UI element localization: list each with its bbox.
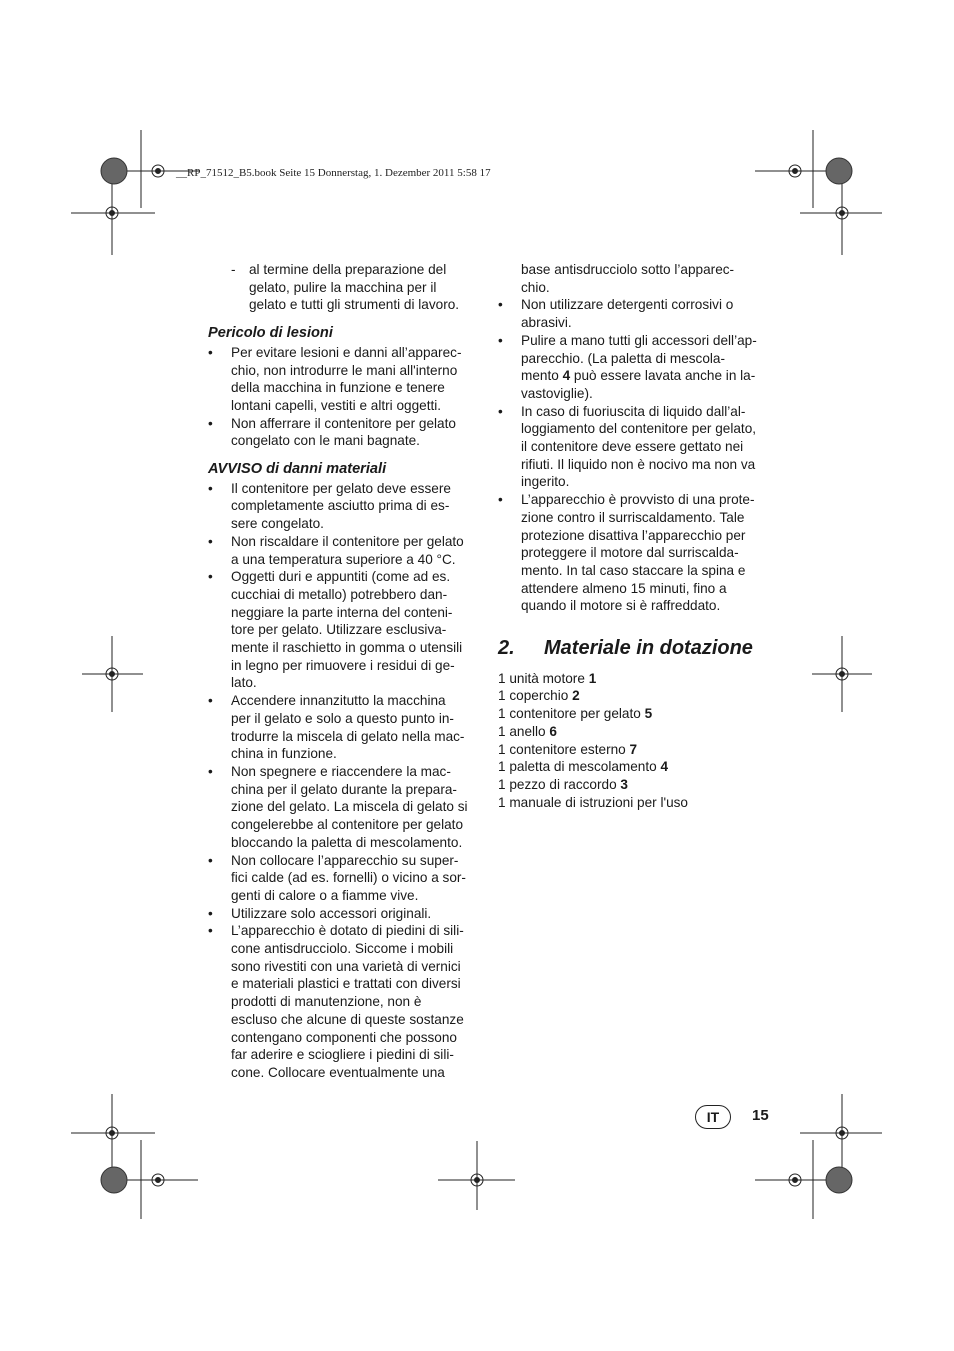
item-line: Utilizzare solo accessori originali.	[231, 905, 432, 921]
list-item	[208, 415, 486, 450]
item-line: contengano componenti che possono	[231, 1029, 457, 1045]
supply-item-text: 1 contenitore esterno	[498, 741, 630, 757]
bullet-marker: •	[208, 923, 213, 939]
bullet-marker: •	[498, 403, 503, 419]
registration-mark-mid-right	[812, 636, 872, 712]
item-line: Il contenitore per gelato deve essere	[231, 480, 451, 496]
item-line: prodotti di manutenzione, non è	[231, 994, 422, 1010]
left-column	[208, 261, 486, 1082]
list-item	[498, 491, 776, 615]
supply-item	[498, 705, 776, 723]
color-target-bottom-left	[101, 1167, 127, 1193]
supply-item-text: 1 unità motore	[498, 670, 589, 686]
color-target-bottom-right	[826, 1167, 852, 1193]
item-line: cucchiai di metallo) potrebbero dan-	[231, 586, 448, 602]
item-line: Per evitare lesioni e danni all’apparec-	[231, 344, 462, 360]
supply-item-text: 1 manuale di istruzioni per l'uso	[498, 794, 688, 810]
list-item	[208, 480, 486, 533]
registration-mark-bottom-right	[755, 1094, 882, 1219]
item-line: vastoviglie).	[521, 385, 593, 401]
item-line: Pulire a mano tutti gli accessori dell’ap-	[521, 332, 757, 348]
bullet-marker: •	[208, 480, 213, 496]
item-line: genti di calore o a fiamme vive.	[231, 887, 419, 903]
supply-item-text: 1 coperchio	[498, 688, 573, 704]
part-reference: 2	[572, 688, 580, 704]
item-line: al termine della preparazione del	[249, 262, 447, 277]
list-item	[208, 692, 486, 763]
item-line: per il gelato e solo a questo punto in-	[231, 710, 454, 726]
part-reference: 4	[562, 368, 571, 384]
bullet-marker: •	[208, 344, 213, 360]
supply-item	[498, 741, 776, 759]
print-file-header: __RP_71512_B5.book Seite 15 Donnerstag, 1. Dezember 2011 5:58 17	[176, 167, 491, 179]
bullet-marker: •	[498, 297, 503, 313]
item-line: lato.	[231, 675, 257, 691]
list-item	[498, 296, 776, 331]
item-line: in legno per rimuovere i residui di ge-	[231, 657, 455, 673]
bullet-marker: •	[208, 693, 213, 709]
item-line: loggiamento del contenitore per gelato,	[521, 421, 757, 437]
part-reference: 1	[588, 670, 597, 686]
bullet-marker: •	[208, 569, 213, 585]
part-reference: 6	[549, 723, 557, 739]
supply-item	[498, 723, 776, 741]
dash-marker: -	[231, 262, 236, 277]
item-line: base antisdrucciolo sotto l’apparec-	[521, 262, 735, 277]
item-line: zione del gelato. La miscela di gelato si	[231, 799, 468, 815]
item-line: bloccando la paletta di mescolamento.	[231, 834, 463, 850]
supply-item	[498, 758, 776, 776]
part-reference: 4	[660, 759, 669, 775]
notice-heading: AVVISO di danni materiali	[208, 461, 387, 478]
item-line: china in funzione.	[231, 746, 337, 762]
list-item	[208, 922, 486, 1081]
list-item	[208, 344, 486, 415]
registration-mark-bottom-center	[438, 1141, 515, 1210]
list-item	[498, 332, 776, 403]
item-line: quando il motore si è raffreddato.	[521, 598, 721, 614]
list-item	[208, 763, 486, 852]
registration-mark-mid-left	[82, 636, 143, 712]
right-column	[498, 261, 776, 811]
list-item	[208, 533, 486, 568]
item-line: tore per gelato. Utilizzare esclusiva-	[231, 622, 447, 638]
item-line: neggiare la parte interna del conteni-	[231, 604, 453, 620]
supply-list	[498, 670, 776, 812]
item-line: congelerebbe al contenitore per gelato	[231, 817, 464, 833]
item-line: protezione disattiva l’apparecchio per	[521, 527, 746, 543]
item-line: a una temperatura superiore a 40 °C.	[231, 551, 456, 567]
continued-item	[498, 261, 776, 296]
item-line: abrasivi.	[521, 315, 572, 331]
supply-item-text: 1 anello	[498, 723, 550, 739]
item-line: trodurre la miscela di gelato nella mac-	[231, 728, 465, 744]
list-item	[498, 403, 776, 492]
item-line: ingerito.	[521, 474, 570, 490]
item-line: mento 4 può essere lavata anche in la-	[521, 368, 756, 384]
bullet-marker: •	[208, 415, 213, 431]
part-reference: 5	[644, 706, 653, 722]
intro-item	[208, 261, 486, 314]
item-line: Non riscaldare il contenitore per gelato	[231, 533, 464, 549]
bullet-marker: •	[498, 492, 503, 508]
item-line: lontani capelli, vestiti e altri oggetti.	[231, 397, 442, 413]
section-number: 2.	[498, 637, 515, 660]
section-title: Materiale in dotazione	[544, 637, 753, 660]
color-target-top-right	[826, 158, 852, 184]
item-line: Non afferrare il contenitore per gelato	[231, 415, 456, 431]
item-line: chio.	[521, 279, 550, 295]
item-line: attendere almeno 15 minuti, fino a	[521, 580, 727, 596]
bullet-marker: •	[208, 905, 213, 921]
item-line: rifiuti. Il liquido non è nocivo ma non va	[521, 456, 756, 472]
item-line: In caso di fuoriuscita di liquido dall’al-	[521, 403, 746, 419]
item-line: escluso che alcune di queste sostanze	[231, 1011, 464, 1027]
bullet-marker: •	[208, 533, 213, 549]
item-line: chio, non introdurre le mani all'interno	[231, 362, 458, 378]
item-line: il contenitore deve essere gettato nei	[521, 439, 744, 455]
supply-item-text: 1 contenitore per gelato	[498, 706, 645, 722]
list-item	[208, 568, 486, 692]
language-badge: IT	[695, 1105, 731, 1129]
item-line: fici calde (ad es. fornelli) o vicino a sor-	[231, 870, 466, 886]
registration-mark-bottom-left	[71, 1094, 198, 1219]
supply-item-text: 1 pezzo di raccordo	[498, 776, 621, 792]
item-line: zione contro il surriscaldamento. Tale	[521, 509, 745, 525]
list-item	[208, 905, 486, 923]
supply-item-text: 1 paletta di mescolamento	[498, 759, 661, 775]
item-line: sere congelato.	[231, 516, 324, 532]
bullet-marker: •	[498, 332, 503, 348]
item-line: cone. Collocare eventualmente una	[231, 1064, 445, 1080]
item-line: cone antisdrucciolo. Siccome i mobili	[231, 941, 454, 957]
item-line: L’apparecchio è dotato di piedini di sili-	[231, 923, 464, 939]
supply-item	[498, 687, 776, 705]
registration-mark-top-left	[71, 130, 200, 255]
item-line: Non utilizzare detergenti corrosivi o	[521, 297, 734, 313]
item-line: parecchio. (La paletta di mescola-	[521, 350, 726, 366]
item-line: congelato con le mani bagnate.	[231, 433, 420, 449]
supply-item	[498, 794, 776, 812]
item-line: completamente asciutto prima di es-	[231, 498, 450, 514]
part-reference: 3	[620, 776, 628, 792]
page-number: 15	[752, 1107, 769, 1124]
item-line: Non collocare l’apparecchio su super-	[231, 852, 459, 868]
supply-item	[498, 776, 776, 794]
item-line: gelato e tutti gli strumenti di lavoro.	[249, 297, 460, 313]
item-line: L’apparecchio è provvisto di una prote-	[521, 492, 755, 508]
registration-mark-top-right	[755, 130, 882, 255]
item-line: della macchina in funzione e tenere	[231, 380, 445, 396]
danger-heading: Pericolo di lesioni	[208, 325, 333, 342]
list-item	[208, 852, 486, 905]
item-line: far aderire e sciogliere i piedini di sili-	[231, 1047, 454, 1063]
supply-item	[498, 670, 776, 688]
item-line: e materiali plastici e trattati con diversi	[231, 976, 461, 992]
item-line: china per il gelato durante la prepara-	[231, 781, 457, 797]
item-line: mente il raschietto in gomma o utensili	[231, 640, 463, 656]
item-line: Accendere innanzitutto la macchina	[231, 693, 446, 709]
item-line: gelato, pulire la macchina per il	[249, 279, 437, 295]
item-line: sono rivestiti con una varietà di vernici	[231, 958, 461, 974]
item-line: proteggere il motore dal surriscalda-	[521, 545, 739, 561]
bullet-marker: •	[208, 763, 213, 779]
item-line: Non spegnere e riaccendere la mac-	[231, 763, 451, 779]
bullet-marker: •	[208, 852, 213, 868]
item-line: Oggetti duri e appuntiti (come ad es.	[231, 569, 451, 585]
section-heading	[498, 637, 776, 660]
color-target-top-left	[101, 158, 127, 184]
part-reference: 7	[629, 741, 638, 757]
item-line: mento. In tal caso staccare la spina e	[521, 562, 746, 578]
